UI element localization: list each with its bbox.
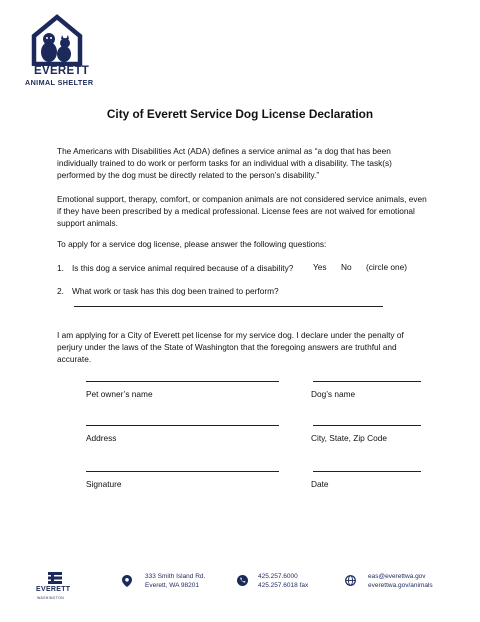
instructions-paragraph: To apply for a service dog license, please answer the following questions: — [57, 239, 327, 249]
address-line[interactable] — [86, 425, 279, 426]
owner-name-label: Pet owner’s name — [86, 389, 153, 399]
signature-line[interactable] — [86, 471, 279, 472]
city-state-zip-label: City, State, Zip Code — [311, 433, 387, 443]
no-option[interactable]: No — [341, 262, 352, 272]
question-number: 2. — [57, 286, 64, 296]
date-label: Date — [311, 479, 329, 489]
emotional-support-paragraph: Emotional support, therapy, comfort, or companion animals are not considered service animals, even if they have been prescribed by a medical professional. License fees are not waived for emotional support animals. — [57, 194, 427, 228]
signature-label: Signature — [86, 479, 122, 489]
footer-web — [368, 572, 433, 590]
question-text: Is this dog a service animal required because of a disability? — [72, 263, 294, 273]
location-pin-icon — [122, 575, 132, 587]
dog-name-line[interactable] — [313, 381, 421, 382]
dog-name-label: Dog’s name — [311, 389, 356, 399]
yes-option[interactable]: Yes — [313, 262, 327, 272]
footer — [0, 560, 480, 610]
city-state-zip-line[interactable] — [313, 425, 421, 426]
date-line[interactable] — [313, 471, 421, 472]
website-link[interactable]: everettwa.gov/animals — [368, 582, 433, 589]
task-answer-line[interactable] — [74, 306, 383, 307]
fax-number: 425.257.6018 fax — [258, 582, 309, 589]
logo-name: EVERETT — [34, 65, 90, 77]
address-line-1: 333 Smith Island Rd. — [145, 573, 206, 580]
house-logo-icon — [26, 14, 88, 66]
city-mark-icon — [48, 572, 62, 584]
footer-phone — [258, 572, 308, 590]
phone-icon — [237, 575, 248, 586]
circle-one-note: (circle one) — [366, 262, 408, 272]
question-text: What work or task has this dog been trained to perform? — [72, 286, 279, 296]
globe-icon — [345, 575, 356, 586]
owner-name-line[interactable] — [86, 381, 279, 382]
footer-address — [145, 572, 205, 590]
phone-number[interactable]: 425.257.6000 — [258, 573, 298, 580]
question-1 — [57, 262, 293, 274]
address-line-2: Everett, WA 98201 — [145, 582, 199, 589]
declaration-paragraph: I am applying for a City of Everett pet license for my service dog. I declare under the penalty of perjury under the laws of the State of Washington that the foregoing answers are truthful and accurate. — [57, 330, 404, 364]
shelter-logo — [22, 14, 92, 94]
footer-logo-name: EVERETT — [36, 586, 71, 593]
question-number: 1. — [57, 263, 64, 273]
question-2 — [57, 285, 279, 297]
email-link[interactable]: eas@everettwa.gov — [368, 573, 426, 580]
footer-logo-subtitle: WASHINGTON — [37, 596, 64, 600]
ada-definition-paragraph: The Americans with Disabilities Act (ADA) defines a service animal as “a dog that has been individually trained to do work or perform tasks for an individual with a disability. The task(s) performed by the dog must be directly related to the person’s disability.” — [57, 146, 392, 180]
address-label: Address — [86, 433, 117, 443]
logo-subtitle: ANIMAL SHELTER — [25, 78, 94, 87]
page-title: City of Everett Service Dog License Declaration — [106, 107, 374, 121]
